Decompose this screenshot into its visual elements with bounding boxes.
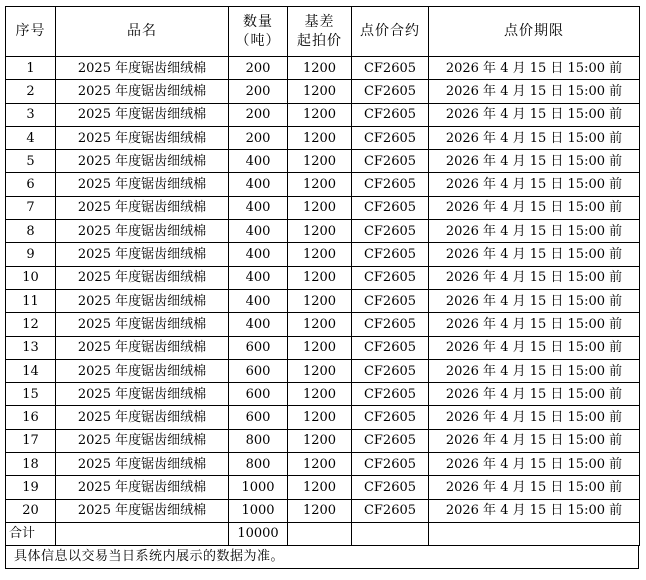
table-row bbox=[6, 406, 640, 429]
cell-index: 11 bbox=[6, 289, 56, 312]
total-quantity: 10000 bbox=[229, 522, 288, 545]
cell-basis: 1200 bbox=[288, 220, 352, 243]
cell-index: 5 bbox=[6, 150, 56, 173]
cell-contract: CF2605 bbox=[352, 476, 429, 499]
cell-index: 12 bbox=[6, 313, 56, 336]
header-quantity-line2: （吨） bbox=[235, 32, 281, 49]
cell-index: 16 bbox=[6, 406, 56, 429]
header-basis-line1: 基差 bbox=[304, 13, 335, 30]
cell-quantity: 400 bbox=[229, 289, 288, 312]
cell-index: 4 bbox=[6, 126, 56, 149]
cell-quantity: 600 bbox=[229, 383, 288, 406]
cell-quantity: 200 bbox=[229, 57, 288, 80]
cell-quantity: 1000 bbox=[229, 476, 288, 499]
total-basis-empty bbox=[288, 522, 352, 545]
table-row bbox=[6, 220, 640, 243]
table-row bbox=[6, 126, 640, 149]
cell-basis: 1200 bbox=[288, 383, 352, 406]
cell-deadline: 2026 年 4 月 15 日 15:00 前 bbox=[429, 173, 640, 196]
header-quantity-line1: 数量 bbox=[243, 13, 273, 30]
cell-name: 2025 年度锯齿细绒棉 bbox=[56, 359, 229, 382]
cell-deadline: 2026 年 4 月 15 日 15:00 前 bbox=[429, 243, 640, 266]
cell-name: 2025 年度锯齿细绒棉 bbox=[56, 406, 229, 429]
cell-name: 2025 年度锯齿细绒棉 bbox=[56, 103, 229, 126]
cell-contract: CF2605 bbox=[352, 289, 429, 312]
cell-contract: CF2605 bbox=[352, 429, 429, 452]
cell-name: 2025 年度锯齿细绒棉 bbox=[56, 453, 229, 476]
cell-deadline: 2026 年 4 月 15 日 15:00 前 bbox=[429, 57, 640, 80]
cell-deadline: 2026 年 4 月 15 日 15:00 前 bbox=[429, 476, 640, 499]
cell-index: 6 bbox=[6, 173, 56, 196]
cell-quantity: 400 bbox=[229, 220, 288, 243]
table-row bbox=[6, 476, 640, 499]
cell-deadline: 2026 年 4 月 15 日 15:00 前 bbox=[429, 150, 640, 173]
cell-quantity: 400 bbox=[229, 313, 288, 336]
cell-index: 3 bbox=[6, 103, 56, 126]
cell-name: 2025 年度锯齿细绒棉 bbox=[56, 336, 229, 359]
cell-deadline: 2026 年 4 月 15 日 15:00 前 bbox=[429, 289, 640, 312]
table-header bbox=[6, 7, 640, 57]
cell-contract: CF2605 bbox=[352, 126, 429, 149]
header-quantity bbox=[229, 7, 288, 57]
cell-deadline: 2026 年 4 月 15 日 15:00 前 bbox=[429, 499, 640, 522]
cell-contract: CF2605 bbox=[352, 383, 429, 406]
table-row bbox=[6, 57, 640, 80]
cell-contract: CF2605 bbox=[352, 150, 429, 173]
cell-index: 20 bbox=[6, 499, 56, 522]
cell-index: 17 bbox=[6, 429, 56, 452]
cell-basis: 1200 bbox=[288, 429, 352, 452]
cell-index: 19 bbox=[6, 476, 56, 499]
cell-deadline: 2026 年 4 月 15 日 15:00 前 bbox=[429, 406, 640, 429]
cell-quantity: 800 bbox=[229, 453, 288, 476]
cell-contract: CF2605 bbox=[352, 173, 429, 196]
cell-name: 2025 年度锯齿细绒棉 bbox=[56, 476, 229, 499]
table-row bbox=[6, 313, 640, 336]
cell-index: 1 bbox=[6, 57, 56, 80]
cell-name: 2025 年度锯齿细绒棉 bbox=[56, 499, 229, 522]
header-row bbox=[6, 7, 640, 57]
total-deadline-empty bbox=[429, 522, 640, 545]
cell-basis: 1200 bbox=[288, 476, 352, 499]
cell-contract: CF2605 bbox=[352, 406, 429, 429]
cell-name: 2025 年度锯齿细绒棉 bbox=[56, 173, 229, 196]
cell-basis: 1200 bbox=[288, 57, 352, 80]
cell-basis: 1200 bbox=[288, 313, 352, 336]
cell-basis: 1200 bbox=[288, 80, 352, 103]
cell-name: 2025 年度锯齿细绒棉 bbox=[56, 150, 229, 173]
cell-basis: 1200 bbox=[288, 406, 352, 429]
table-body bbox=[6, 57, 640, 546]
cell-index: 14 bbox=[6, 359, 56, 382]
cell-name: 2025 年度锯齿细绒棉 bbox=[56, 57, 229, 80]
cell-quantity: 400 bbox=[229, 173, 288, 196]
cell-deadline: 2026 年 4 月 15 日 15:00 前 bbox=[429, 126, 640, 149]
cell-quantity: 600 bbox=[229, 406, 288, 429]
cell-contract: CF2605 bbox=[352, 80, 429, 103]
cell-basis: 1200 bbox=[288, 103, 352, 126]
total-row bbox=[6, 522, 640, 545]
cell-deadline: 2026 年 4 月 15 日 15:00 前 bbox=[429, 80, 640, 103]
total-name-empty bbox=[56, 522, 229, 545]
header-index: 序号 bbox=[6, 7, 56, 57]
cell-basis: 1200 bbox=[288, 196, 352, 219]
cell-quantity: 800 bbox=[229, 429, 288, 452]
cell-name: 2025 年度锯齿细绒棉 bbox=[56, 266, 229, 289]
cell-basis: 1200 bbox=[288, 266, 352, 289]
table-row bbox=[6, 150, 640, 173]
cell-name: 2025 年度锯齿细绒棉 bbox=[56, 196, 229, 219]
cell-name: 2025 年度锯齿细绒棉 bbox=[56, 126, 229, 149]
cell-quantity: 600 bbox=[229, 336, 288, 359]
footnote bbox=[5, 546, 639, 569]
header-deadline: 点价期限 bbox=[429, 7, 640, 57]
cell-deadline: 2026 年 4 月 15 日 15:00 前 bbox=[429, 383, 640, 406]
cell-basis: 1200 bbox=[288, 126, 352, 149]
cell-name: 2025 年度锯齿细绒棉 bbox=[56, 313, 229, 336]
header-contract: 点价合约 bbox=[352, 7, 429, 57]
cell-basis: 1200 bbox=[288, 453, 352, 476]
cell-deadline: 2026 年 4 月 15 日 15:00 前 bbox=[429, 429, 640, 452]
table-row bbox=[6, 173, 640, 196]
cell-index: 15 bbox=[6, 383, 56, 406]
cell-deadline: 2026 年 4 月 15 日 15:00 前 bbox=[429, 359, 640, 382]
table-row bbox=[6, 289, 640, 312]
cell-contract: CF2605 bbox=[352, 313, 429, 336]
table-row bbox=[6, 453, 640, 476]
total-label: 合计 bbox=[6, 522, 56, 545]
cell-deadline: 2026 年 4 月 15 日 15:00 前 bbox=[429, 103, 640, 126]
cell-basis: 1200 bbox=[288, 499, 352, 522]
cell-index: 10 bbox=[6, 266, 56, 289]
cell-index: 2 bbox=[6, 80, 56, 103]
table-row bbox=[6, 336, 640, 359]
cell-name: 2025 年度锯齿细绒棉 bbox=[56, 289, 229, 312]
cell-contract: CF2605 bbox=[352, 220, 429, 243]
cell-name: 2025 年度锯齿细绒棉 bbox=[56, 383, 229, 406]
auction-table bbox=[5, 6, 640, 546]
cell-quantity: 1000 bbox=[229, 499, 288, 522]
total-contract-empty bbox=[352, 522, 429, 545]
cell-quantity: 600 bbox=[229, 359, 288, 382]
table-row bbox=[6, 243, 640, 266]
table-row bbox=[6, 266, 640, 289]
cell-basis: 1200 bbox=[288, 243, 352, 266]
header-basis bbox=[288, 7, 352, 57]
cell-name: 2025 年度锯齿细绒棉 bbox=[56, 80, 229, 103]
cell-deadline: 2026 年 4 月 15 日 15:00 前 bbox=[429, 220, 640, 243]
table-row bbox=[6, 429, 640, 452]
cell-quantity: 200 bbox=[229, 103, 288, 126]
cell-contract: CF2605 bbox=[352, 243, 429, 266]
cell-deadline: 2026 年 4 月 15 日 15:00 前 bbox=[429, 313, 640, 336]
cell-basis: 1200 bbox=[288, 289, 352, 312]
cell-contract: CF2605 bbox=[352, 57, 429, 80]
cell-contract: CF2605 bbox=[352, 499, 429, 522]
cell-deadline: 2026 年 4 月 15 日 15:00 前 bbox=[429, 453, 640, 476]
cell-deadline: 2026 年 4 月 15 日 15:00 前 bbox=[429, 336, 640, 359]
table-row bbox=[6, 499, 640, 522]
cell-quantity: 200 bbox=[229, 80, 288, 103]
table-row bbox=[6, 80, 640, 103]
footnote-text: 具体信息以交易当日系统内展示的数据为准。 bbox=[14, 548, 285, 564]
cell-deadline: 2026 年 4 月 15 日 15:00 前 bbox=[429, 196, 640, 219]
cell-basis: 1200 bbox=[288, 336, 352, 359]
auction-schedule bbox=[5, 6, 639, 569]
table-row bbox=[6, 359, 640, 382]
cell-contract: CF2605 bbox=[352, 336, 429, 359]
cell-index: 7 bbox=[6, 196, 56, 219]
cell-name: 2025 年度锯齿细绒棉 bbox=[56, 243, 229, 266]
cell-deadline: 2026 年 4 月 15 日 15:00 前 bbox=[429, 266, 640, 289]
table-row bbox=[6, 383, 640, 406]
cell-quantity: 400 bbox=[229, 243, 288, 266]
cell-name: 2025 年度锯齿细绒棉 bbox=[56, 220, 229, 243]
cell-quantity: 400 bbox=[229, 266, 288, 289]
header-name: 品名 bbox=[56, 7, 229, 57]
cell-name: 2025 年度锯齿细绒棉 bbox=[56, 429, 229, 452]
table-row bbox=[6, 103, 640, 126]
cell-index: 8 bbox=[6, 220, 56, 243]
cell-basis: 1200 bbox=[288, 173, 352, 196]
cell-contract: CF2605 bbox=[352, 266, 429, 289]
cell-index: 9 bbox=[6, 243, 56, 266]
cell-basis: 1200 bbox=[288, 150, 352, 173]
cell-index: 18 bbox=[6, 453, 56, 476]
cell-quantity: 400 bbox=[229, 196, 288, 219]
header-basis-line2: 起拍价 bbox=[297, 32, 342, 49]
cell-contract: CF2605 bbox=[352, 103, 429, 126]
cell-contract: CF2605 bbox=[352, 196, 429, 219]
table-row bbox=[6, 196, 640, 219]
cell-index: 13 bbox=[6, 336, 56, 359]
cell-basis: 1200 bbox=[288, 359, 352, 382]
cell-quantity: 400 bbox=[229, 150, 288, 173]
cell-contract: CF2605 bbox=[352, 453, 429, 476]
cell-quantity: 200 bbox=[229, 126, 288, 149]
cell-contract: CF2605 bbox=[352, 359, 429, 382]
